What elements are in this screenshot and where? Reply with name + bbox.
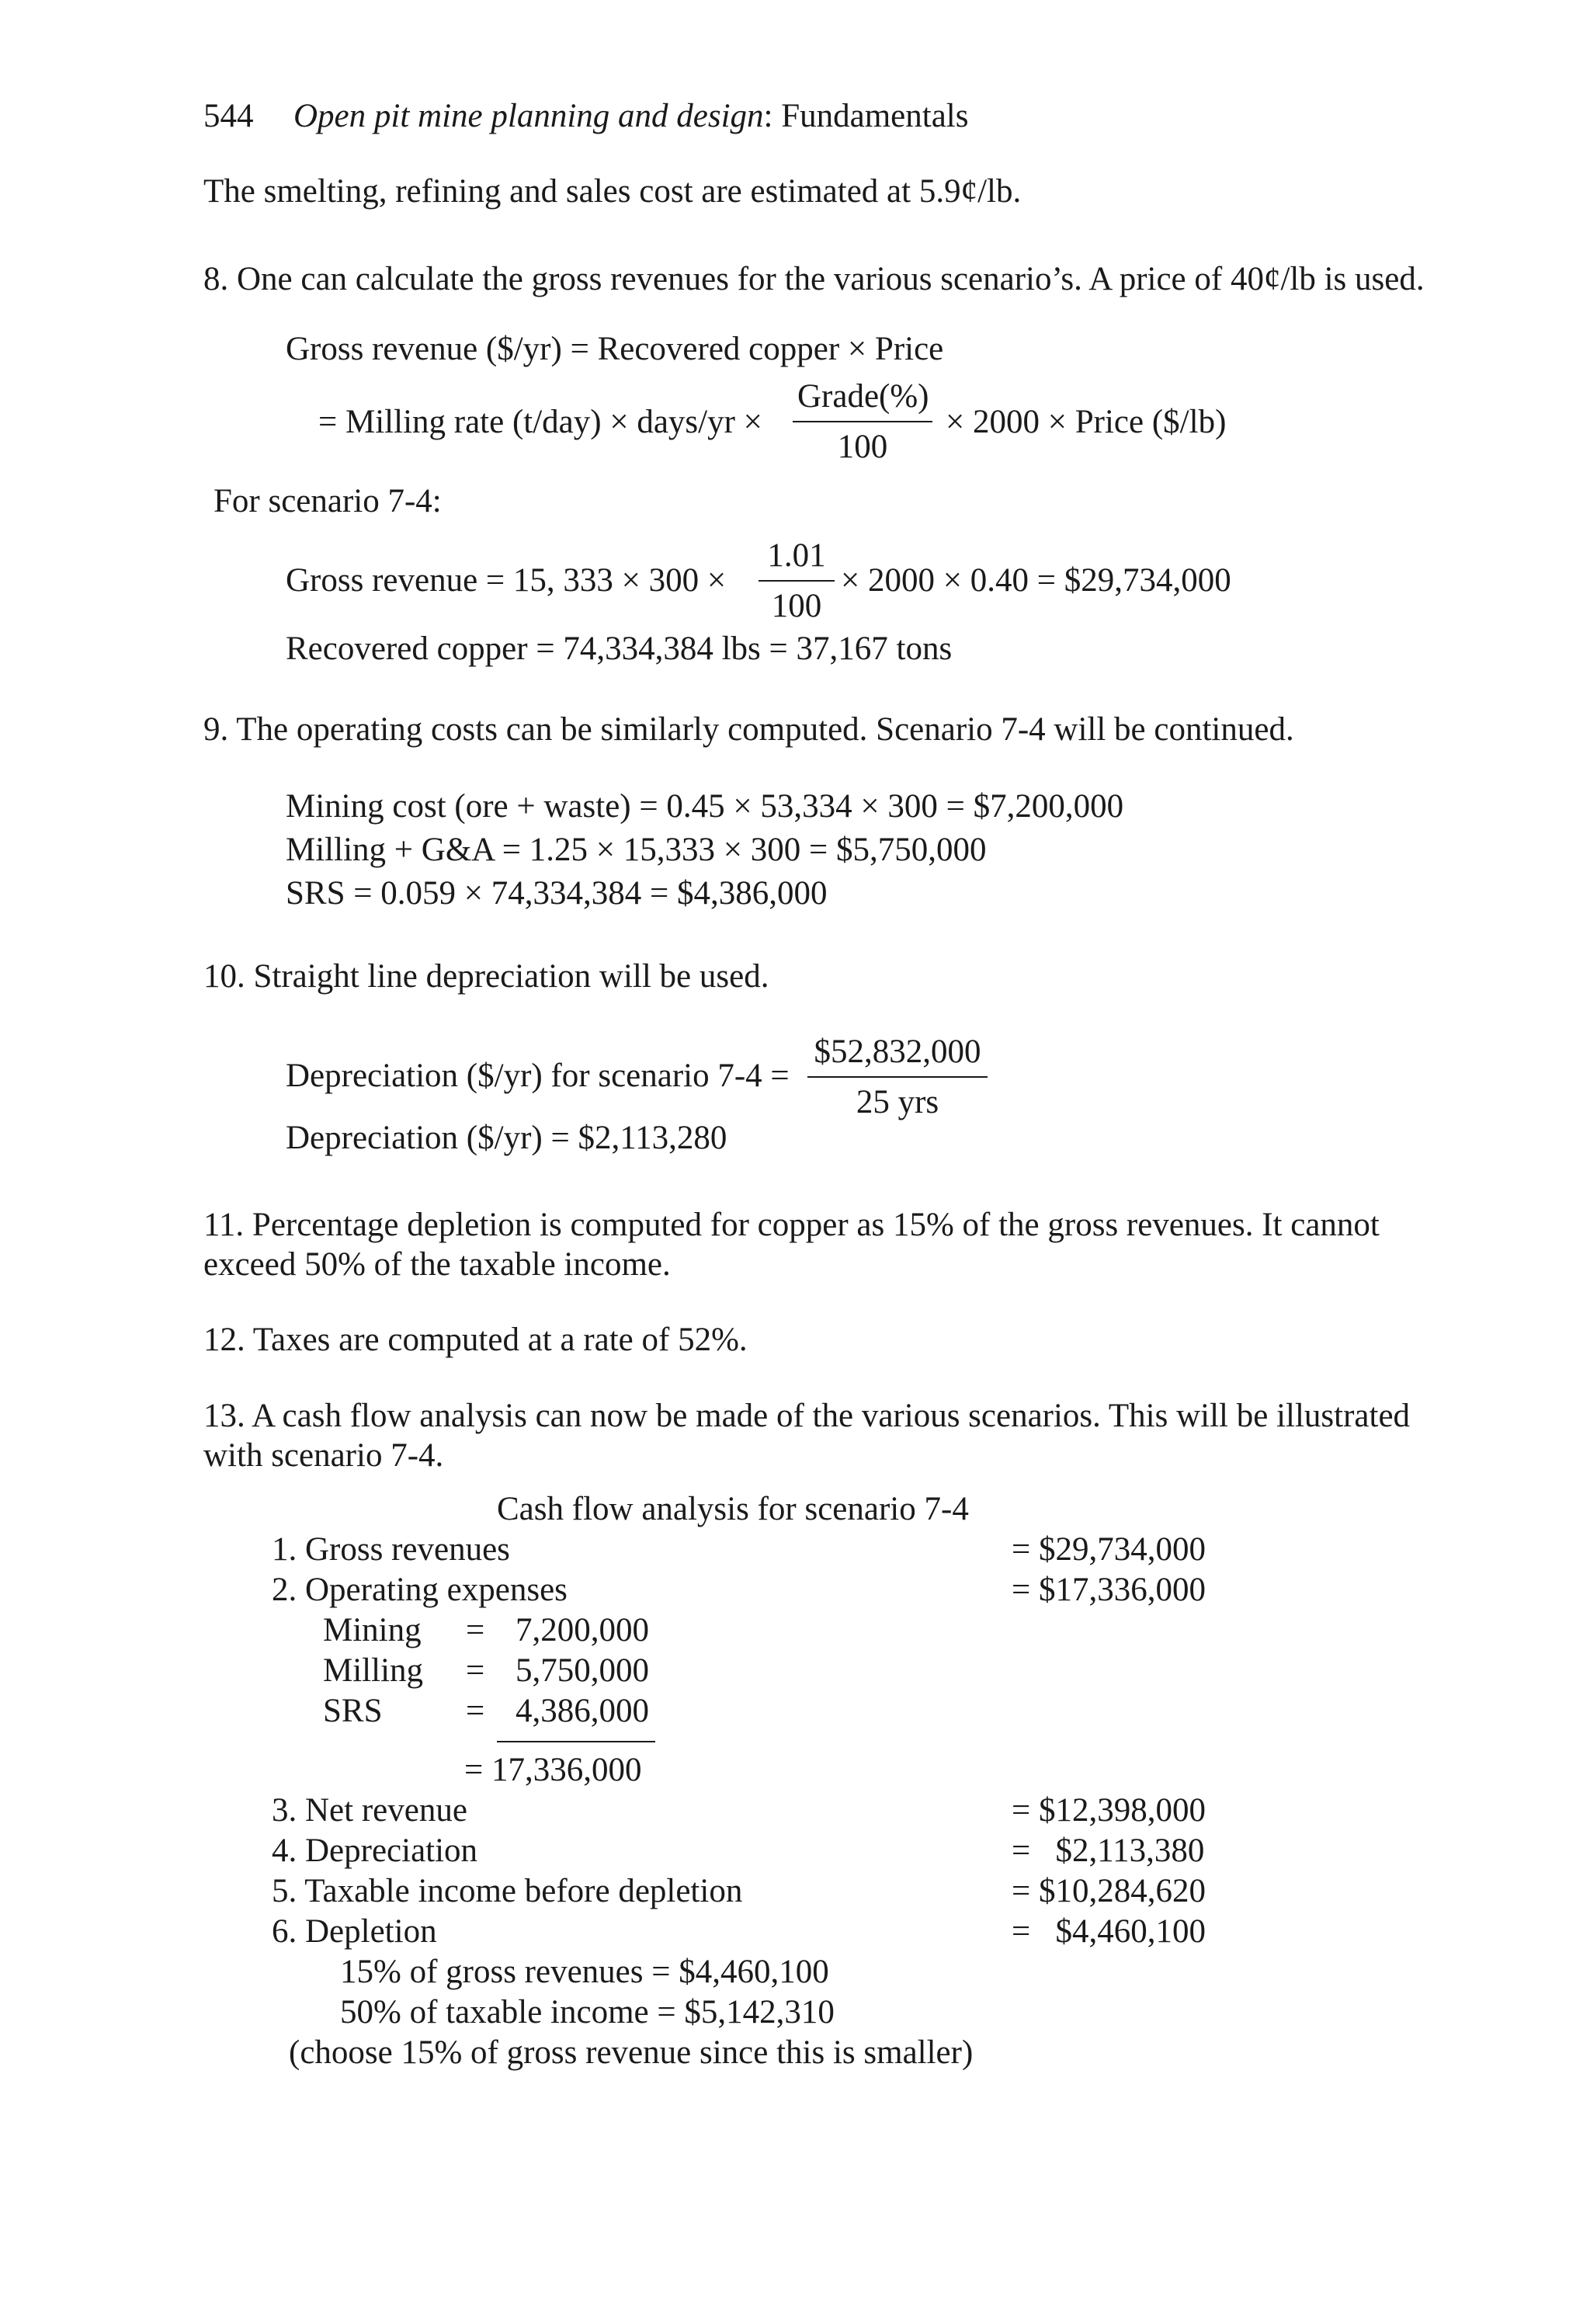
gross-revenue-expansion-right: × 2000 × Price ($/lb): [946, 404, 1227, 440]
cashflow-row-label: 4. Depreciation: [272, 1832, 478, 1869]
cashflow-row-label: 2. Operating expenses: [272, 1572, 568, 1608]
grade-value-fraction: [759, 539, 835, 623]
depletion-line: 50% of taxable income = $5,142,310: [340, 1994, 835, 2030]
depreciation-result: Depreciation ($/yr) = $2,113,280: [286, 1120, 727, 1156]
depreciation-fraction-denominator: 25 yrs: [856, 1084, 939, 1120]
scenario-revenue-left: Gross revenue = 15, 333 × 300 ×: [286, 562, 727, 599]
grade-value-denominator: 100: [771, 588, 822, 624]
depletion-note: (choose 15% of gross revenue since this is smaller): [289, 2034, 974, 2071]
cashflow-row-value: = $17,336,000: [1012, 1572, 1206, 1608]
cashflow-row-label: 6. Depletion: [272, 1913, 437, 1950]
depreciation-fraction-numerator: $52,832,000: [807, 1035, 988, 1078]
opex-item-name: Mining: [323, 1612, 422, 1648]
scenario-label: For scenario 7-4:: [214, 483, 442, 519]
cashflow-row-value: = $12,398,000: [1012, 1792, 1206, 1829]
opex-item-eq: =: [466, 1693, 485, 1729]
gross-revenue-expansion-left: = Milling rate (t/day) × days/yr ×: [318, 404, 762, 440]
opex-item-eq: =: [466, 1652, 485, 1689]
cashflow-row-value: = $29,734,000: [1012, 1531, 1206, 1568]
step-10-text: 10. Straight line depreciation will be used.: [203, 958, 769, 995]
step-13-line-2: with scenario 7-4.: [203, 1437, 444, 1474]
opex-item-value: 4,386,000: [516, 1693, 649, 1729]
depletion-line: 15% of gross revenues = $4,460,100: [340, 1954, 829, 1990]
step-11-line-1: 11. Percentage depletion is computed for copper as 15% of the gross revenues. It cannot: [203, 1207, 1380, 1243]
milling-cost-line: Milling + G&A = 1.25 × 15,333 × 300 = $5,750,000: [286, 832, 987, 868]
step-13-line-1: 13. A cash flow analysis can now be made of the various scenarios. This will be illustrated: [203, 1398, 1411, 1434]
grade-fraction: [793, 380, 932, 464]
step-9-text: 9. The operating costs can be similarly computed. Scenario 7-4 will be continued.: [203, 711, 1294, 748]
gross-revenue-equation: Gross revenue ($/yr) = Recovered copper × Price: [286, 331, 944, 367]
grade-value-numerator: 1.01: [759, 539, 835, 582]
opex-item-eq: =: [466, 1612, 485, 1648]
grade-fraction-denominator: 100: [837, 429, 888, 465]
scenario-revenue-right: × 2000 × 0.40 = $29,734,000: [841, 562, 1231, 599]
page-number: 544: [203, 98, 254, 134]
intro-paragraph: The smelting, refining and sales cost are estimated at 5.9¢/lb.: [203, 173, 1022, 210]
cashflow-row-label: 5. Taxable income before depletion: [272, 1873, 743, 1909]
opex-item-value: 7,200,000: [516, 1612, 649, 1648]
opex-item-name: Milling: [323, 1652, 424, 1689]
opex-total: = 17,336,000: [464, 1752, 642, 1788]
opex-item-name: SRS: [323, 1693, 383, 1729]
mining-cost-line: Mining cost (ore + waste) = 0.45 × 53,334 × 300 = $7,200,000: [286, 788, 1124, 825]
opex-item-value: 5,750,000: [516, 1652, 649, 1689]
cashflow-row-value: = $2,113,380: [1012, 1832, 1205, 1869]
cashflow-row-value: = $4,460,100: [1012, 1913, 1206, 1950]
running-title: [293, 99, 968, 133]
step-12-text: 12. Taxes are computed at a rate of 52%.: [203, 1322, 748, 1358]
book-title: Open pit mine planning and design: [293, 98, 764, 134]
grade-fraction-numerator: Grade(%): [793, 380, 932, 422]
book-subtitle: : Fundamentals: [763, 98, 969, 134]
cashflow-title: Cash flow analysis for scenario 7-4: [497, 1491, 969, 1527]
cashflow-row-label: 1. Gross revenues: [272, 1531, 510, 1568]
srs-cost-line: SRS = 0.059 × 74,334,384 = $4,386,000: [286, 875, 828, 912]
step-8-text: 8. One can calculate the gross revenues for the various scenario’s. A price of 40¢/lb is used.: [203, 261, 1425, 297]
opex-sum-rule: [497, 1741, 655, 1742]
cashflow-row-value: = $10,284,620: [1012, 1873, 1206, 1909]
depreciation-fraction: [807, 1035, 988, 1119]
recovered-copper-equation: Recovered copper = 74,334,384 lbs = 37,167 tons: [286, 631, 953, 667]
depreciation-equation-left: Depreciation ($/yr) for scenario 7-4 =: [286, 1058, 790, 1094]
step-11-line-2: exceed 50% of the taxable income.: [203, 1246, 671, 1283]
cashflow-row-label: 3. Net revenue: [272, 1792, 467, 1829]
